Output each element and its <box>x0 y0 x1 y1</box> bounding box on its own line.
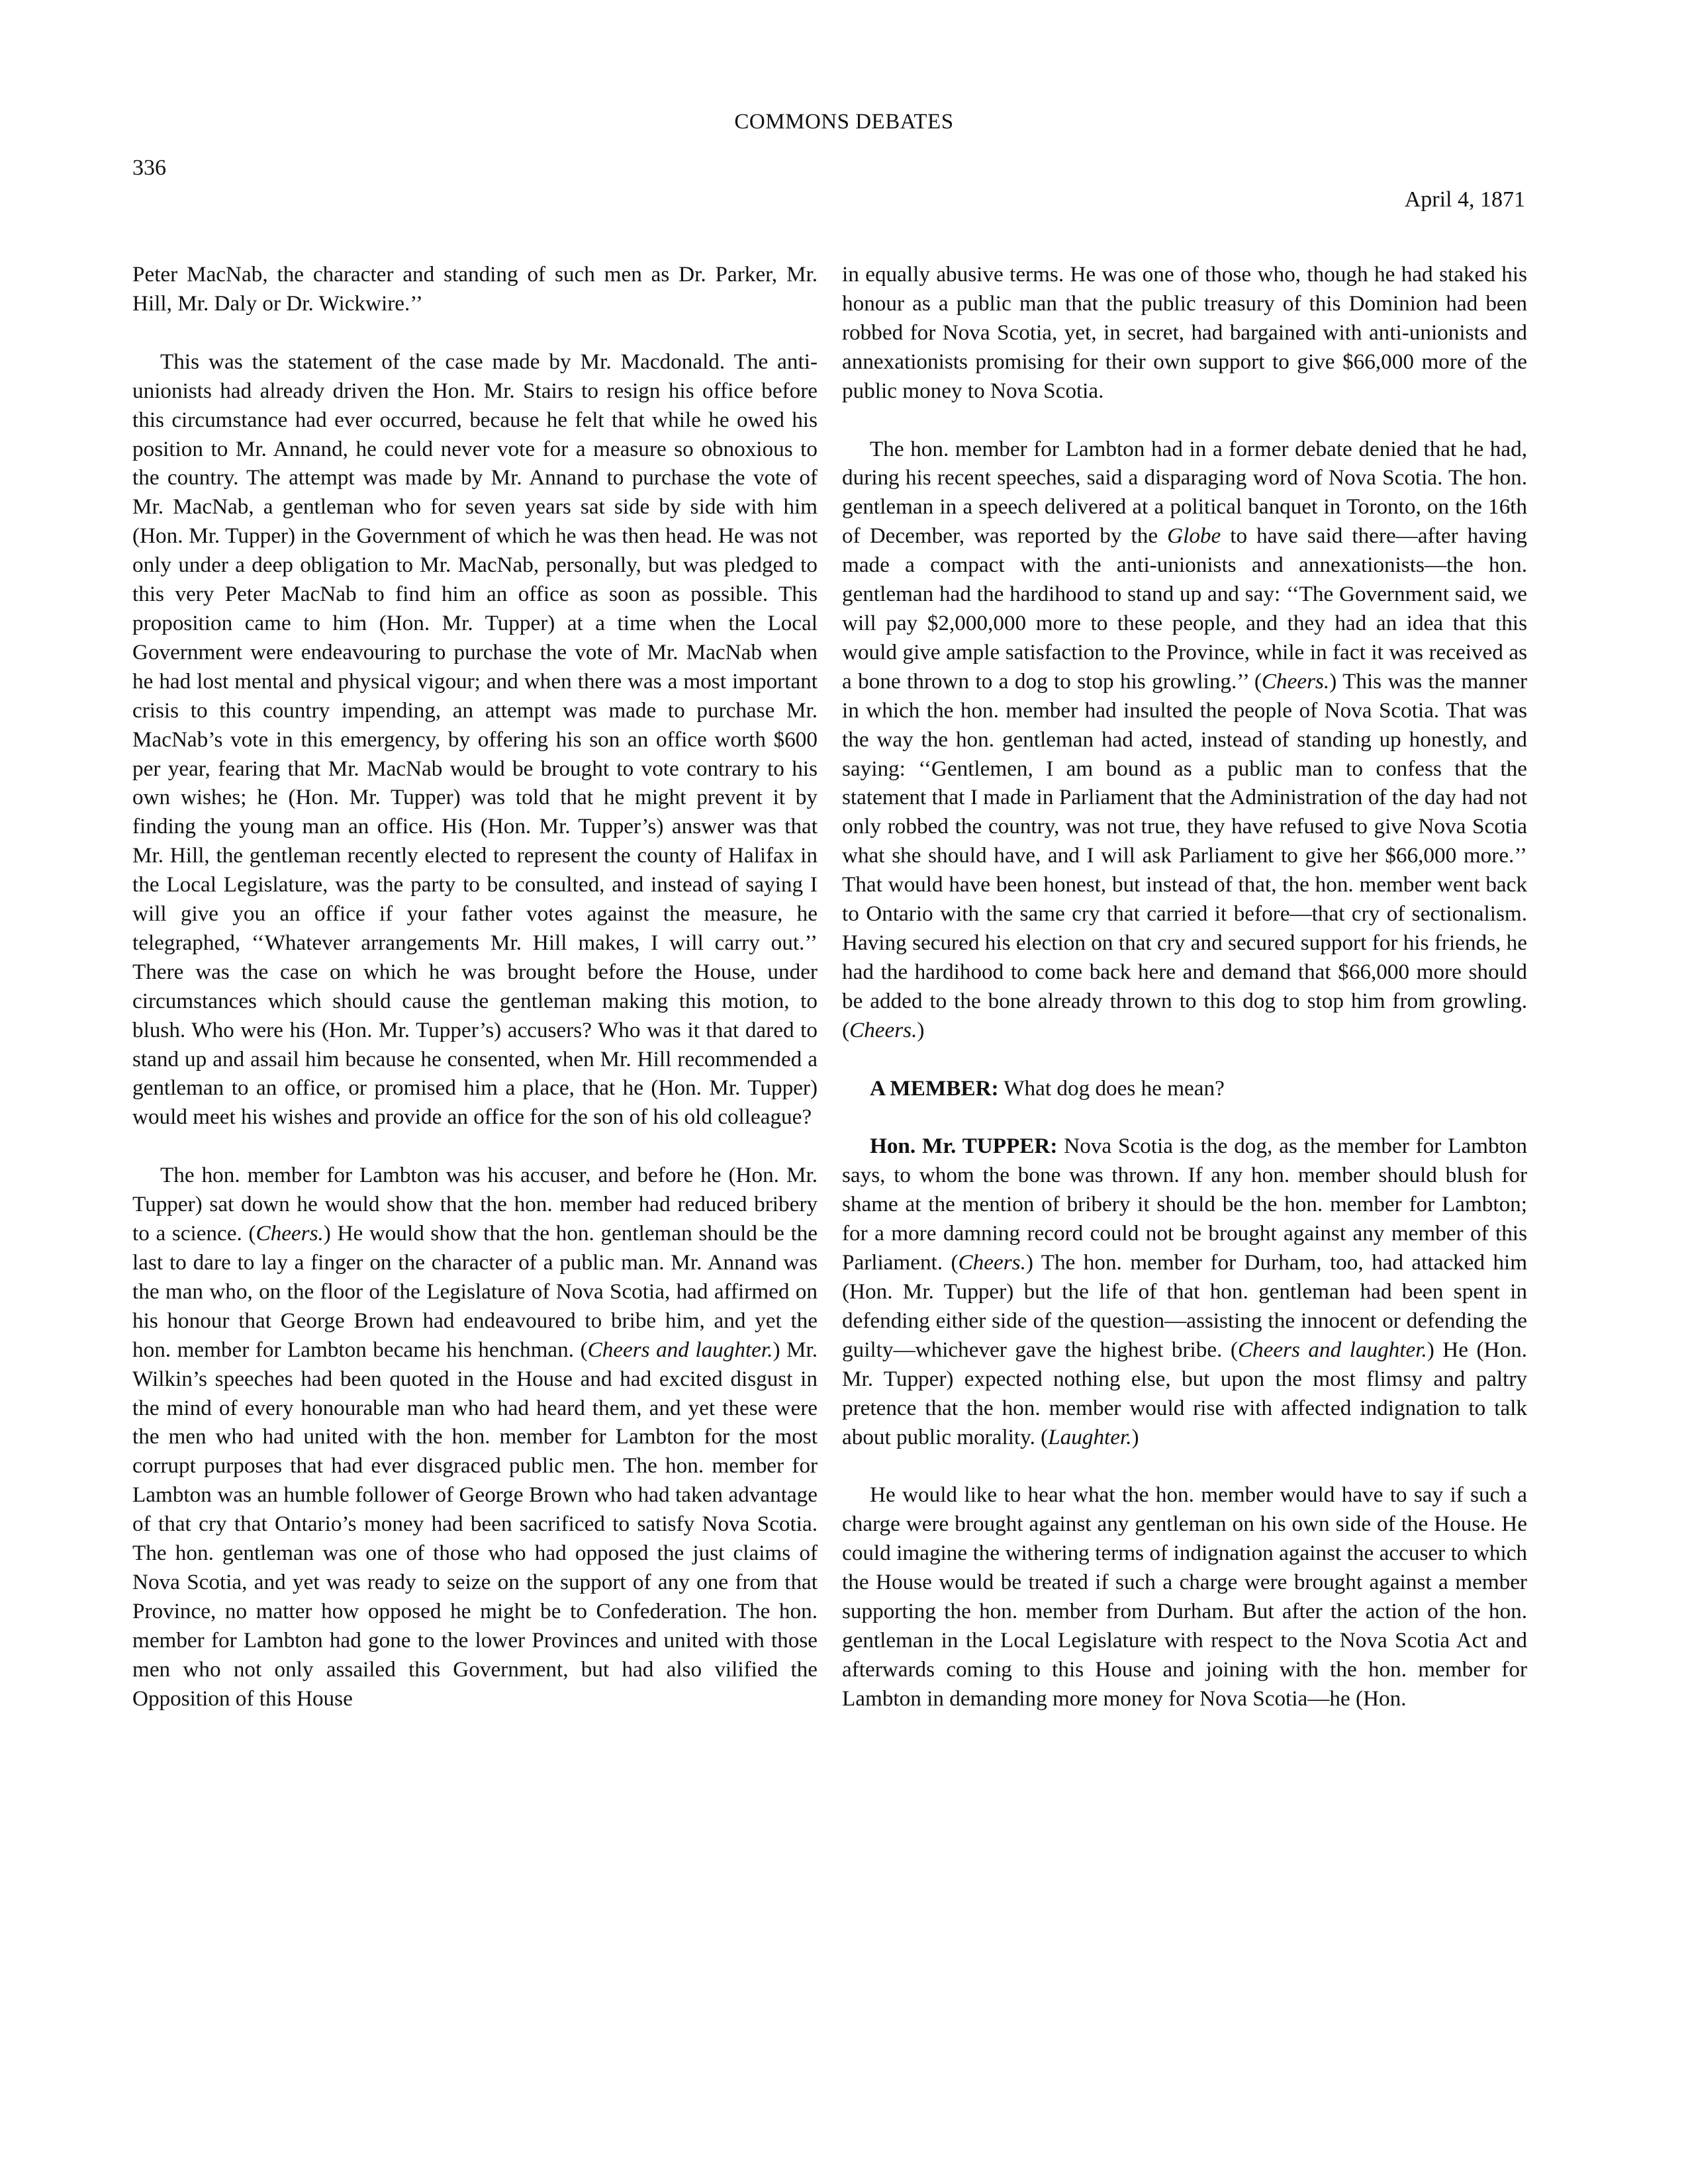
text-run: The hon. member for Lambton had in a former debate denied that he had, during his recent speeches, said a disparaging word of Nova Scotia. The hon. gentleman in a speech delivered at a political banquet in Toronto, on the 16th of December, was reported by the <box>842 436 1527 549</box>
paragraph: He would like to hear what the hon. member would have to say if such a charge were brought against any gentleman on his own side of the House. He could imagine the withering terms of indignation against the accuser to which the House would be treated if such a charge were brought against a member supporting the hon. member from Durham. But after the action of the hon. gentleman in the Local Legislature with respect to the Nova Scotia Act and afterwards coming to this House and joining with the hon. member for Lambton in demanding more money for Nova Scotia—he (Hon. <box>842 1482 1527 1711</box>
text-run: ) <box>917 1017 925 1042</box>
paragraph <box>132 1161 818 1713</box>
text-run: ) Mr. Wilkin’s speeches had been quoted in the House and had excited disgust in the mind of every honourable man who had heard them, and yet these were the men who had united with the hon. member for Lambton for the most corrupt purposes that had ever disgraced public men. The hon. member for Lambton was an humble follower of George Brown who had taken advantage of that cry that Ontario’s money had been sacrificed to satisfy Nova Scotia. The hon. gentleman was one of those who had opposed the just claims of Nova Scotia, and yet was ready to seize on the support of any one from that Province, no matter how opposed he might be to Confederation. The hon. member for Lambton had gone to the lower Provinces and united with those men who not only assailed this Government, but had also vilified the Opposition of this House <box>132 1337 818 1711</box>
paragraph <box>842 435 1527 1045</box>
speaker-label: Hon. Mr. TUPPER: <box>870 1134 1058 1159</box>
stage-direction: Cheers. <box>849 1017 917 1042</box>
speaker-label: A MEMBER: <box>870 1075 999 1101</box>
text-run: The hon. member for Lambton was his accuser, and before he (Hon. Mr. Tupper) sat down he would show that the hon. member had reduced bribery to a science. ( <box>132 1163 818 1246</box>
running-header: COMMONS DEBATES <box>734 110 954 134</box>
text-run: Nova Scotia is the dog, as the member for Lambton says, to whom the bone was thrown. If any hon. member should blush for shame at the mention of bribery it should be the hon. member for Lambton; for a more damning record could not be brought against any member of this Parliament. ( <box>842 1134 1527 1275</box>
paragraph <box>842 1132 1527 1451</box>
paragraph: Peter MacNab, the character and standing of such men as Dr. Parker, Mr. Hill, Mr. Daly or Dr. Wickwire.’’ <box>132 262 818 316</box>
text-run: ) The hon. member for Durham, too, had attacked him (Hon. Mr. Tupper) but the life of that hon. gentleman had been spent in defending either side of the question—assisting the innocent or defending the guilty—whichever gave the highest bribe. ( <box>842 1250 1528 1362</box>
page-number: 336 <box>132 156 166 180</box>
text-run: ) He would show that the hon. gentleman should be the last to dare to lay a finger on the character of a public man. Mr. Annand was the man who, on the floor of the Legislature of Nova Scotia, had affirmed on his honour that George Brown had endeavoured to bribe him, and yet the hon. member for Lambton became his henchman. ( <box>132 1221 818 1362</box>
stage-direction: Cheers. <box>1261 668 1330 694</box>
paragraph: This was the statement of the case made by Mr. Macdonald. The anti-unionists had already driven the Hon. Mr. Stairs to resign his office before this circumstance had ever occurred, because he felt that while he owed his position to Mr. Annand, he could never vote for a measure so obnoxious to the country. The attempt was made by Mr. Annand to purchase the vote of Mr. MacNab, a gentleman who for seven years sat side by side with him (Hon. Mr. Tupper) in the Government of which he was then head. He was not only under a deep obligation to Mr. MacNab, personally, but was pledged to this very Peter MacNab to find him an office as soon as possible. This proposition came to him (Hon. Mr. Tupper) at a time when the Local Government were endeavouring to purchase the vote of Mr. MacNab when he had lost mental and physical vigour; and when there was a most important crisis to this country impending, an attempt was made to purchase Mr. MacNab’s vote in this emergency, by offering his son an office worth $600 per year, fearing that Mr. MacNab would be brought to vote contrary to his own wishes; he (Hon. Mr. Tupper) was told that he might prevent it by finding the young man an office. His (Hon. Mr. Tupper’s) answer was that Mr. Hill, the gentleman recently elected to represent the county of Halifax in the Local Legislature, was the party to be consulted, and instead of saying I will give you an office if your father votes against the measure, he telegraphed, ‘‘Whatever arrangements Mr. Hill makes, I will carry out.’’ There was the case on which he was brought before the House, under circumstances which should cause the gentleman making this motion, to blush. Who were his (Hon. Mr. Tupper’s) accusers? Who was it that dared to stand up and assail him because he consented, when Mr. Hill recommended a gentleman to an office, or promised him a place, that he (Hon. Mr. Tupper) would meet his wishes and provide an office for the son of his old colleague? <box>132 349 818 1130</box>
stage-direction: Cheers and laughter. <box>587 1337 773 1362</box>
paragraph <box>842 1074 1527 1103</box>
stage-direction: Cheers. <box>958 1250 1026 1275</box>
stage-direction: Laughter. <box>1048 1424 1132 1449</box>
page-date: April 4, 1871 <box>1404 187 1525 212</box>
text-run: ) <box>1131 1424 1139 1449</box>
paragraph: in equally abusive terms. He was one of those who, though he had staked his honour as a public man that the public treasury of this Dominion had been robbed for Nova Scotia, yet, in secret, had bargained with anti-unionists and annexationists promising for their own support to give $66,000 more of the public money to Nova Scotia. <box>842 262 1527 403</box>
newspaper-title: Globe <box>1167 523 1221 549</box>
text-run: to have said there—after having made a compact with the anti-unionists and annexationists—the hon. gentleman had the hardihood to stand up and say: ‘‘The Government said, we will pay $2,000,000 more to these people, and they had an idea that this would give ample satisfaction to the Province, while in fact it was received as a bone thrown to a dog to stop his growling.’’ ( <box>842 523 1528 694</box>
text-run: What dog does he mean? <box>998 1075 1225 1101</box>
right-column <box>842 260 1527 1713</box>
stage-direction: Cheers and laughter. <box>1237 1337 1427 1362</box>
stage-direction: Cheers. <box>256 1221 324 1246</box>
left-column <box>132 260 818 1713</box>
text-run: ) He (Hon. Mr. Tupper) expected nothing else, but upon the most flimsy and paltry pretence that the hon. member would rise with affected indignation to talk about public morality. ( <box>842 1337 1527 1449</box>
text-run: ) This was the manner in which the hon. member had insulted the people of Nova Scotia. That was the way the hon. gentleman had acted, instead of standing up honestly, and saying: ‘‘Gentlemen, I am bound as a public man to confess that the statement that I made in Parliament that the Administration of the day had not only robbed the country, was not true, they have refused to give Nova Scotia what she should have, and I will ask Parliament to give her $66,000 more.’’ That would have been honest, but instead of that, the hon. member went back to Ontario with the same cry that carried it before—that cry of sectionalism. Having secured his election on that cry and secured support for his friends, he had the hardihood to come back here and demand that $66,000 more should be added to the bone already thrown to this dog to stop him from growling. ( <box>842 668 1527 1042</box>
